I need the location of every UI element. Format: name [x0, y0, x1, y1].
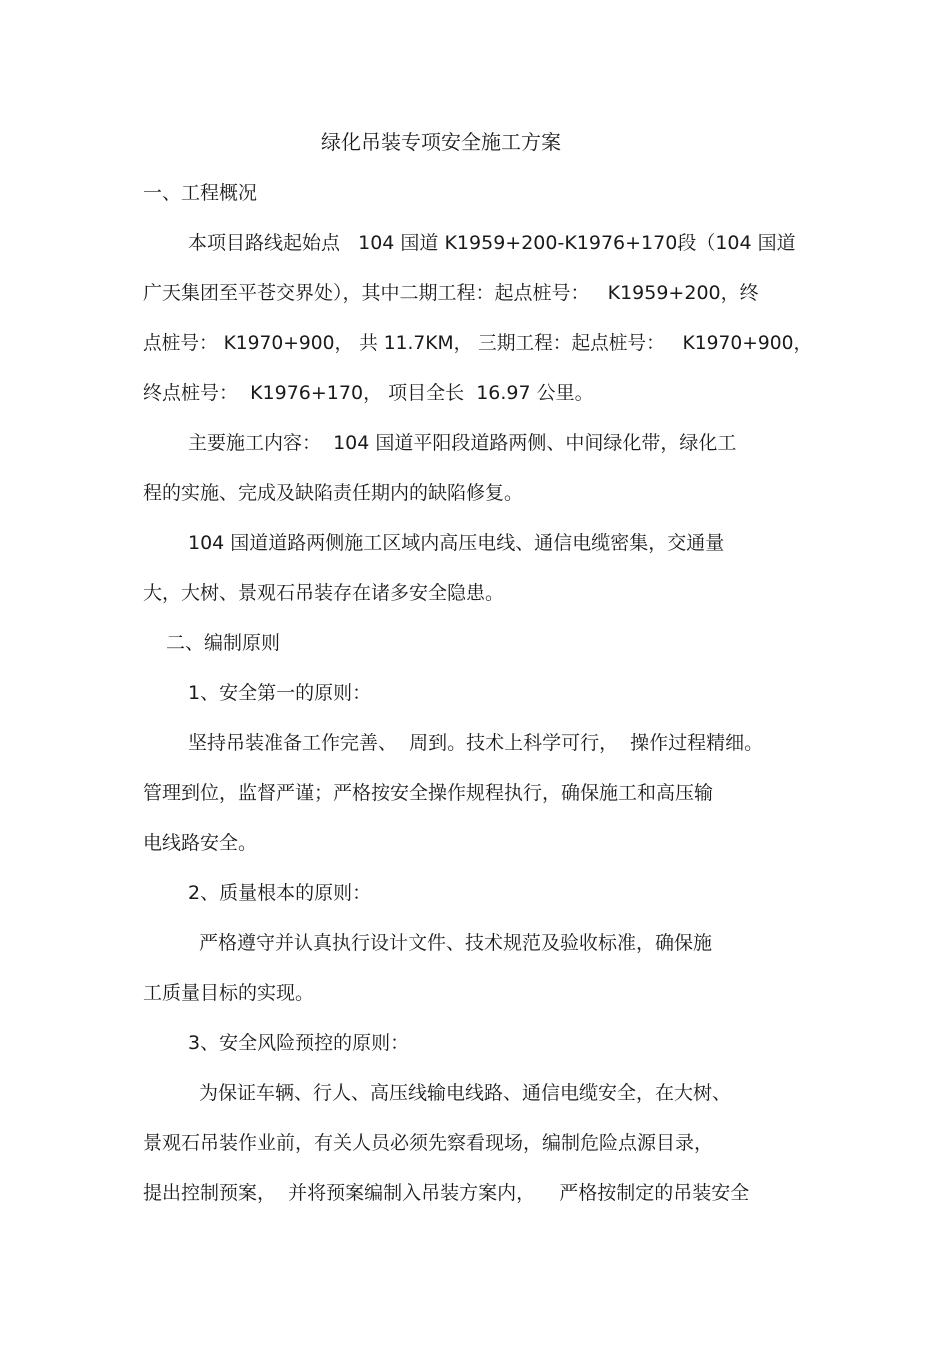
paragraph-line: 提出控制预案， 并将预案编制入吊装方案内， 严格按制定的吊装安全	[143, 1182, 750, 1204]
paragraph-line: 广天集团至平苍交界处），其中二期工程：起点桩号： K1959+200，终	[143, 282, 759, 304]
paragraph-line: 终点桩号： K1976+170， 项目全长 16.97 公里。	[143, 382, 594, 404]
paragraph-line: 工质量目标的实现。	[143, 982, 315, 1004]
paragraph-line: 严格遵守并认真执行设计文件、技术规范及验收标准，确保施	[199, 932, 713, 954]
paragraph-line: 主要施工内容： 104 国道平阳段道路两侧、中间绿化带，绿化工	[188, 432, 737, 454]
subsection-heading: 1、安全第一的原则：	[188, 682, 372, 704]
paragraph-line: 104 国道道路两侧施工区域内高压电线、通信电缆密集，交通量	[188, 532, 725, 554]
section-heading: 一、工程概况	[143, 182, 258, 204]
subsection-heading: 2、质量根本的原则：	[188, 882, 372, 904]
section-heading: 二、编制原则	[166, 632, 281, 654]
paragraph-line: 管理到位，监督严谨；严格按安全操作规程执行，确保施工和高压输	[143, 782, 714, 804]
paragraph-line: 为保证车辆、行人、高压线输电线路、通信电缆安全，在大树、	[199, 1082, 732, 1104]
paragraph-line: 点桩号： K1970+900， 共 11.7KM， 三期工程：起点桩号： K1970+900，	[143, 332, 813, 354]
paragraph-line: 程的实施、完成及缺陷责任期内的缺陷修复。	[143, 482, 524, 504]
paragraph-line: 大，大树、景观石吊装存在诸多安全隐患。	[143, 582, 505, 604]
paragraph-line: 坚持吊装准备工作完善、 周到。技术上科学可行， 操作过程精细。	[188, 732, 764, 754]
paragraph-line: 本项目路线起始点 104 国道 K1959+200-K1976+170段（104 国道	[188, 232, 796, 254]
subsection-heading: 3、安全风险预控的原则：	[188, 1032, 410, 1054]
document-title: 绿化吊装专项安全施工方案	[321, 130, 561, 154]
paragraph-line: 电线路安全。	[143, 832, 258, 854]
paragraph-line: 景观石吊装作业前，有关人员必须先察看现场，编制危险点源目录，	[143, 1132, 714, 1154]
